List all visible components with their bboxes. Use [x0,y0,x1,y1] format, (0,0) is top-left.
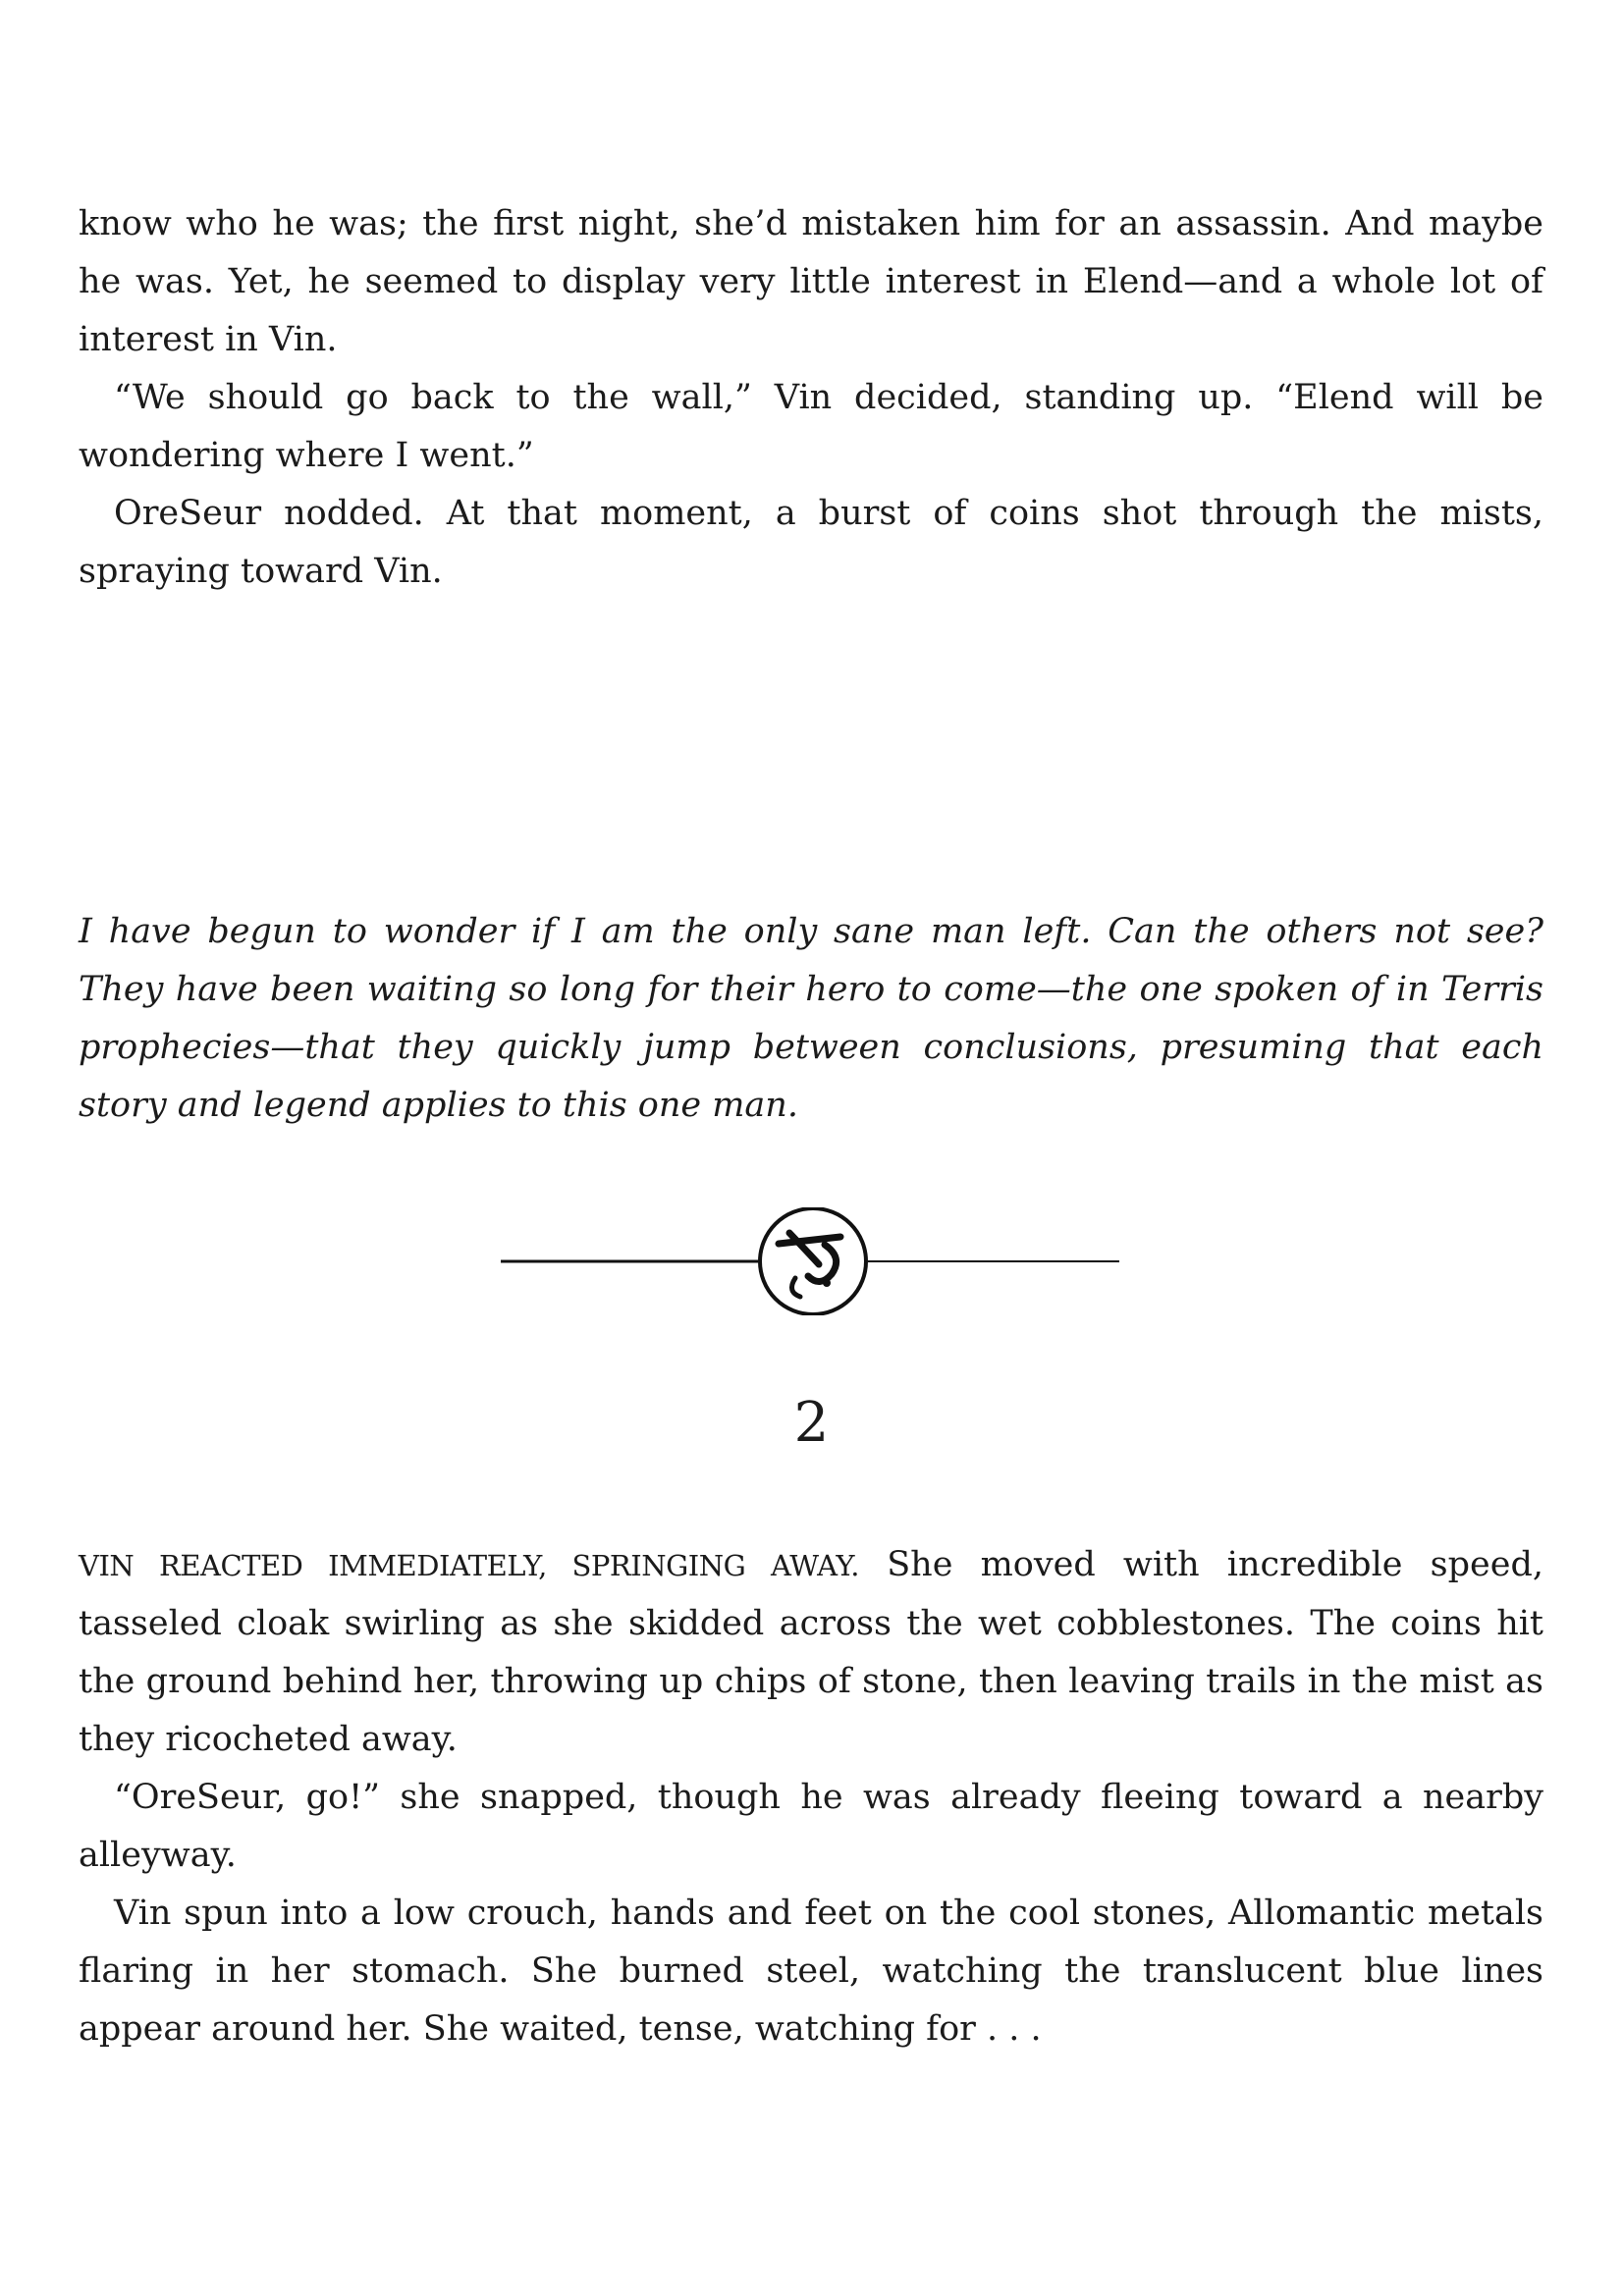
paragraph: Vin spun into a low crouch, hands and feet on the cool stones, Allomantic metals flaring in her stomach. She burned steel, watching the translucent blue lines appear around her. She waited, tense, watching for . . . [79,1894,1543,2049]
paragraph: “OreSeur, go!” she snapped, though he was already fleeing toward a nearby alleyway. [79,1778,1543,1875]
chapter-text [79,1536,1543,2058]
chapter-ornament [501,1207,1119,1315]
chapter-lead-text: She moved with incredible speed, tasseled cloak swirling as she skidded across the wet cobblestones. The coins hit the ground behind her, throwing up chips of stone, then leaving trails in the mist as they ricocheted away. [79,1545,1543,1759]
chapter-lead-caps: VIN REACTED IMMEDIATELY, SPRINGING AWAY. [79,1549,860,1582]
circled-glyph-ornament-icon [760,1208,866,1314]
paragraph: OreSeur nodded. At that moment, a burst of coins shot through the mists, spraying toward Vin. [79,494,1543,591]
chapter-number: 2 [793,1391,830,1455]
paragraph [79,1536,1543,1769]
epigraph [79,903,1543,1135]
paragraph: “We should go back to the wall,” Vin decided, standing up. “Elend will be wondering where I went.” [79,378,1543,475]
paragraph: know who he was; the first night, she’d mistaken him for an assassin. And maybe he was. Yet, he seemed to display very little interest in Elend—and a whole lot of interest in Vin. [79,204,1543,359]
opening-text [79,195,1543,601]
epigraph-text: I have begun to wonder if I am the only sane man left. Can the others not see? They have been waiting so long for their hero to come—the one spoken of in Terris prophecies—that they quickly jump between conclusions, presuming that each story and legend applies to this one man. [79,912,1543,1125]
